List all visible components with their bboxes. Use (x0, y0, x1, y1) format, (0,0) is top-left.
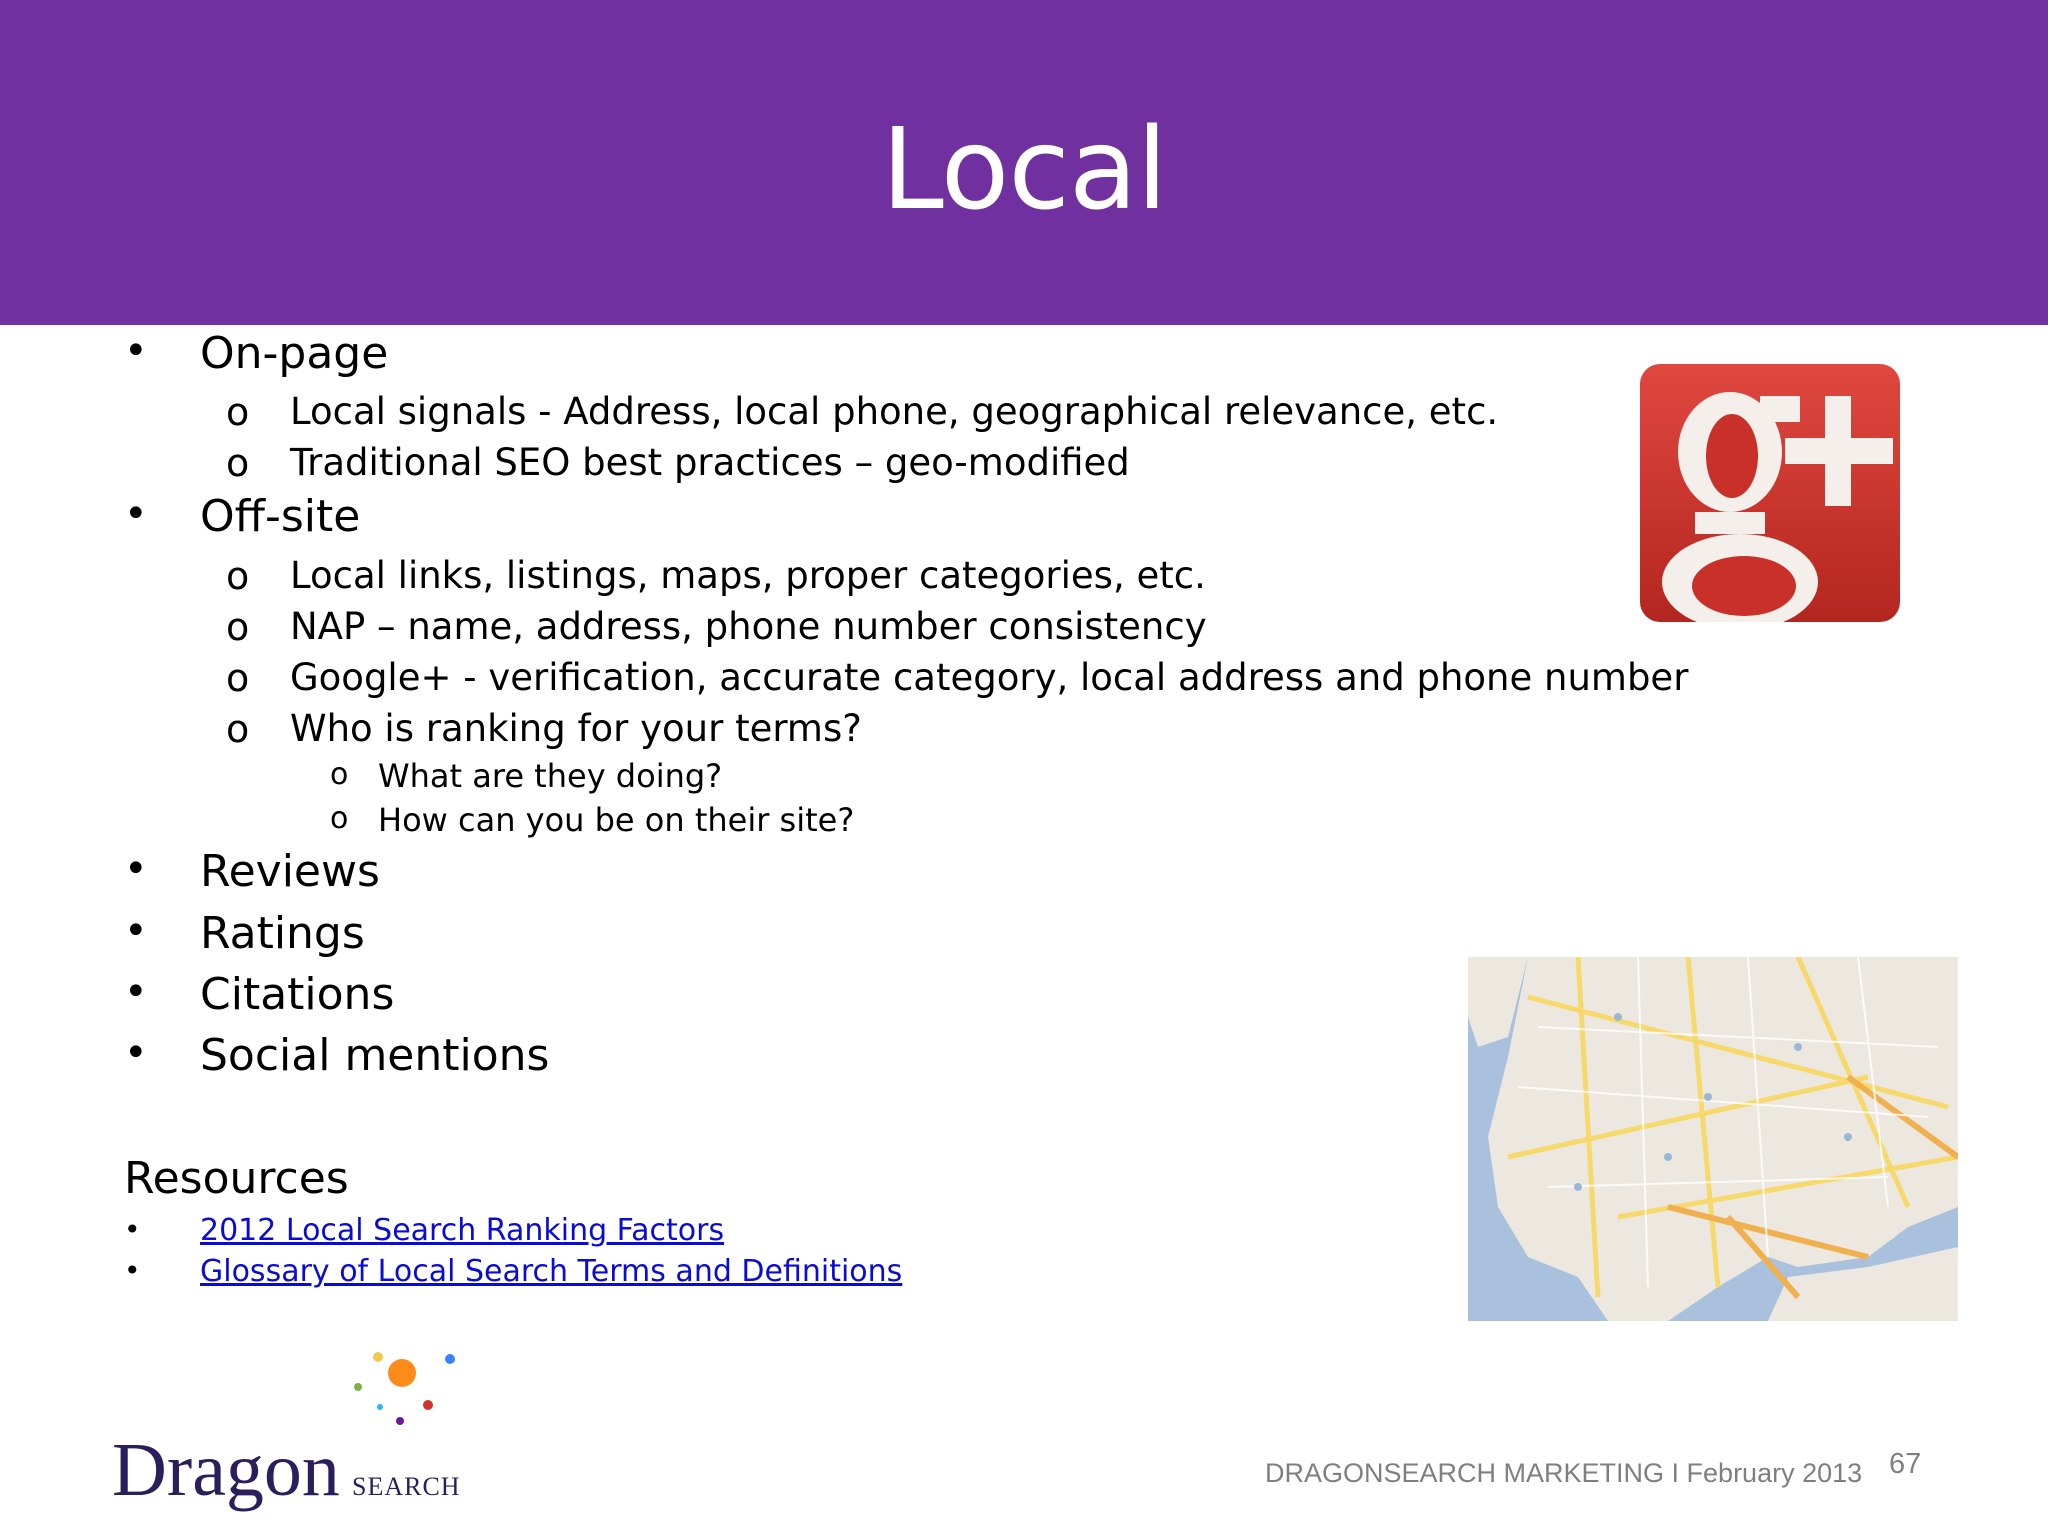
footer-text: DRAGONSEARCH MARKETING I February 2013 (1265, 1458, 1863, 1488)
google-plus-icon (1640, 364, 1900, 622)
logo-graphic (110, 1345, 490, 1515)
bullet-marker: o (330, 757, 349, 792)
bullet-marker: • (124, 1213, 141, 1246)
bullet-text: What are they doing? (378, 757, 723, 795)
resource-link[interactable]: Glossary of Local Search Terms and Definitions (200, 1254, 903, 1289)
bullet-text: How can you be on their site? (378, 801, 855, 839)
bullet-marker: • (124, 1254, 141, 1287)
resources-heading: Resources (124, 1153, 349, 1204)
bullet-text: NAP – name, address, phone number consistency (290, 605, 1207, 648)
dragonsearch-logo (110, 1345, 490, 1515)
bullet-text: Google+ - verification, accurate category, local address and phone number (290, 656, 1689, 699)
bullet-marker: • (124, 1030, 148, 1076)
map-graphic (1468, 957, 1958, 1321)
bullet-marker: • (124, 328, 148, 374)
bullet-marker: o (330, 801, 349, 836)
bullet-marker: o (226, 390, 250, 434)
resource-link[interactable]: 2012 Local Search Ranking Factors (200, 1213, 725, 1248)
bullet-marker: • (124, 969, 148, 1015)
logo-text-main: Dragon (112, 1428, 340, 1512)
slide-title: Local (881, 105, 1167, 235)
bullet-marker: o (226, 707, 250, 751)
page-number: 67 (1889, 1448, 1922, 1480)
bullet-text: Ratings (200, 908, 365, 959)
bullet-text: Off-site (200, 491, 361, 542)
bullet-marker: o (226, 554, 250, 598)
logo-text-sub: SEARCH (352, 1472, 461, 1501)
bullet-text: Local signals - Address, local phone, geographical relevance, etc. (290, 390, 1499, 433)
bullet-text: Citations (200, 969, 395, 1020)
bullet-marker: o (226, 441, 250, 485)
street-map-image (1468, 957, 1958, 1321)
google-plus-icon-graphic (1640, 364, 1900, 622)
bullet-text: Who is ranking for your terms? (290, 707, 862, 750)
bullet-text: On-page (200, 328, 389, 379)
bullet-text: Local links, listings, maps, proper categories, etc. (290, 554, 1206, 597)
bullet-marker: o (226, 656, 250, 700)
bullet-marker: o (226, 605, 250, 649)
bullet-text: Traditional SEO best practices – geo-modified (290, 441, 1130, 484)
bullet-text: Reviews (200, 846, 380, 897)
bullet-text: Social mentions (200, 1030, 550, 1081)
bullet-marker: • (124, 908, 148, 954)
bullet-marker: • (124, 491, 148, 537)
bullet-marker: • (124, 846, 148, 892)
